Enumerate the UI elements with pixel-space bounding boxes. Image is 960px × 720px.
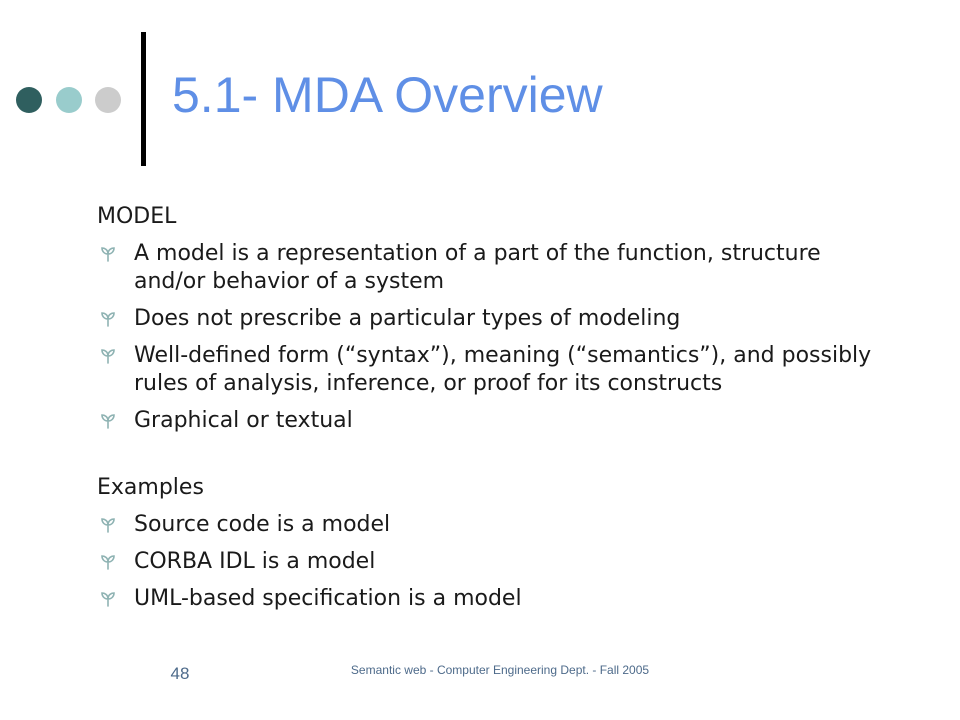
decor-dot-gray xyxy=(95,87,121,113)
sprout-bullet-icon xyxy=(100,517,116,533)
list-item xyxy=(97,305,897,333)
bullet-text: Graphical or textual xyxy=(134,408,353,433)
slide-body xyxy=(97,203,897,613)
bullet-list-model xyxy=(97,240,897,435)
sprout-bullet-icon xyxy=(100,554,116,570)
section-heading-examples: Examples xyxy=(97,475,204,500)
bullet-text: UML-based specification is a model xyxy=(134,586,522,611)
bullet-text: Well-defined form (“syntax”), meaning (“semantics”), and possibly rules of analysis, inference, or proof for its constructs xyxy=(134,343,872,396)
decor-dot-teal xyxy=(56,87,82,113)
sprout-bullet-icon xyxy=(100,311,116,327)
list-item xyxy=(97,342,897,398)
bullet-list-examples xyxy=(97,511,897,613)
bullet-text: Source code is a model xyxy=(134,512,391,537)
bullet-text: CORBA IDL is a model xyxy=(134,549,376,574)
list-item xyxy=(97,407,897,435)
list-item xyxy=(97,511,897,539)
slide-number: 48 xyxy=(170,664,190,683)
sprout-bullet-icon xyxy=(100,246,116,262)
list-item xyxy=(97,585,897,613)
title-divider-bar xyxy=(141,32,146,166)
sprout-bullet-icon xyxy=(100,591,116,607)
sprout-bullet-icon xyxy=(100,413,116,429)
decor-dot-dark xyxy=(16,87,42,113)
list-item xyxy=(97,240,897,296)
bullet-text: Does not prescribe a particular types of modeling xyxy=(134,306,681,331)
slide-title: 5.1- MDA Overview xyxy=(172,67,603,123)
bullet-text: A model is a representation of a part of the function, structure and/or behavior of a system xyxy=(134,241,821,294)
section-heading-model: MODEL xyxy=(97,204,177,229)
sprout-bullet-icon xyxy=(100,348,116,364)
list-item xyxy=(97,548,897,576)
footer-caption: Semantic web - Computer Engineering Dept. - Fall 2005 xyxy=(350,663,650,677)
